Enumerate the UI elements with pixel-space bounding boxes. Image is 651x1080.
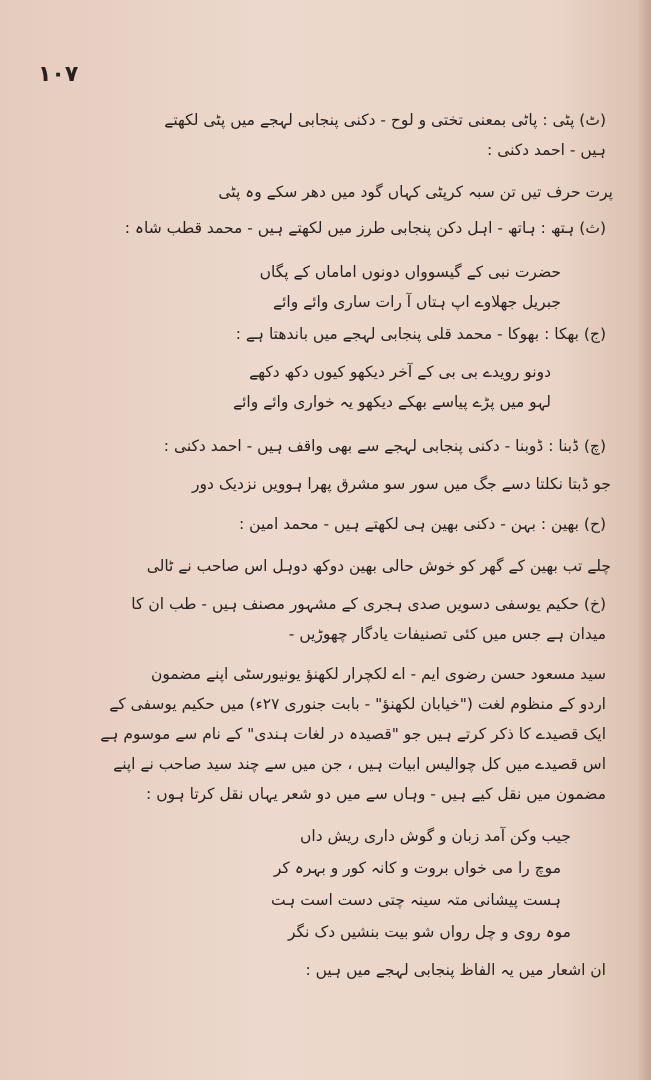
paragraph-line: سید مسعود حسن رضوی ایم - اے لکچرار لکھنؤ یونیورسٹی اپنے مضمون <box>150 665 606 683</box>
verse-line: حضرت نبی کے گیسوواں دونوں اماماں کے پگاں <box>259 263 561 281</box>
verse-line: پرت حرف تیں تن سبہ کرپٹی کہاں گود میں دھر سکے وہ پٹی <box>218 183 613 201</box>
entry-line: ہیں - احمد دکنی : <box>487 141 606 159</box>
verse-line: جبریل جھلاوے اپ ہتاں آ رات ساری وائے وائے <box>273 293 561 311</box>
verse-line: چلے تب بھین کے گھر کو خوش حالی بھین دوکھ دوہل اس صاحب نے ٹالی <box>146 557 611 575</box>
entry-line: (چ) ڈبنا : ڈوبنا - دکنی پنجابی لہجے سے بھی واقف ہیں - احمد دکنی : <box>163 437 606 455</box>
verse-line: موہ روی و چل رواں شو بیت بنشیں دک نگر <box>287 923 571 941</box>
verse-line: جیب وکن آمد زبان و گوش داری ریش داں <box>300 827 571 845</box>
paragraph-line: اس قصیدے میں کل چوالیس ابیات ہیں ، جن میں سے چند سید صاحب نے اپنے <box>113 755 606 773</box>
entry-line: (ح) بھین : بہن - دکنی بھین ہی لکھتے ہیں - محمد امین : <box>239 515 606 533</box>
verse-line: جو ڈبتا نکلتا دسے جگ میں سور سو مشرق پھرا ہوویں نزدیک دور <box>192 475 611 493</box>
entry-line: (ٹ) پٹی : پاٹی بمعنی تختی و لوح - دکنی پنجابی لہجے میں پٹی لکھتے <box>164 111 606 129</box>
entry-line: (ث) ہتھ : ہاتھ - اہل دکن پنجابی طرز میں لکھتے ہیں - محمد قطب شاہ : <box>124 219 606 237</box>
paragraph-line: مضمون میں نقل کیے ہیں - وہاں سے میں دو شعر یہاں نقل کرتا ہوں : <box>146 785 606 803</box>
verse-line: موچ را می خواں بروت و کانہ کور و بہرہ کر <box>273 859 561 877</box>
entry-line: (خ) حکیم یوسفی دسویں صدی ہجری کے مشہور مصنف ہیں - طب ان کا <box>131 595 606 613</box>
paragraph-line: ان اشعار میں یہ الفاظ پنجابی لہجے میں ہیں : <box>305 961 606 979</box>
entry-line: (ج) بھکا : بھوکا - محمد قلی پنجابی لہجے میں باندھتا ہے : <box>235 325 606 343</box>
page-number: ۱۰۷ <box>38 62 79 87</box>
entry-line: میدان ہے جس میں کئی تصنیفات یادگار چھوڑیں - <box>288 625 606 643</box>
paragraph-line: اردو کے منظوم لغت ("خیابان لکھنؤ" - بابت جنوری ۲۷ء) میں حکیم یوسفی کے <box>109 695 606 713</box>
verse-line: ہست پیشانی متہ سینہ چتی دست است ہت <box>271 891 561 909</box>
verse-line: دونو رویدے بی بی کے آخر دیکھو کیوں دکھ دکھے <box>249 363 551 381</box>
page-edge-shadow <box>637 0 651 1080</box>
verse-line: لہو میں پڑے پیاسے بھکے دیکھو یہ خواری وائے وائے <box>233 393 551 411</box>
paragraph-line: ایک قصیدے کا ذکر کرتے ہیں جو "قصیدہ در لغات ہندی" کے نام سے موسوم ہے <box>100 725 606 743</box>
